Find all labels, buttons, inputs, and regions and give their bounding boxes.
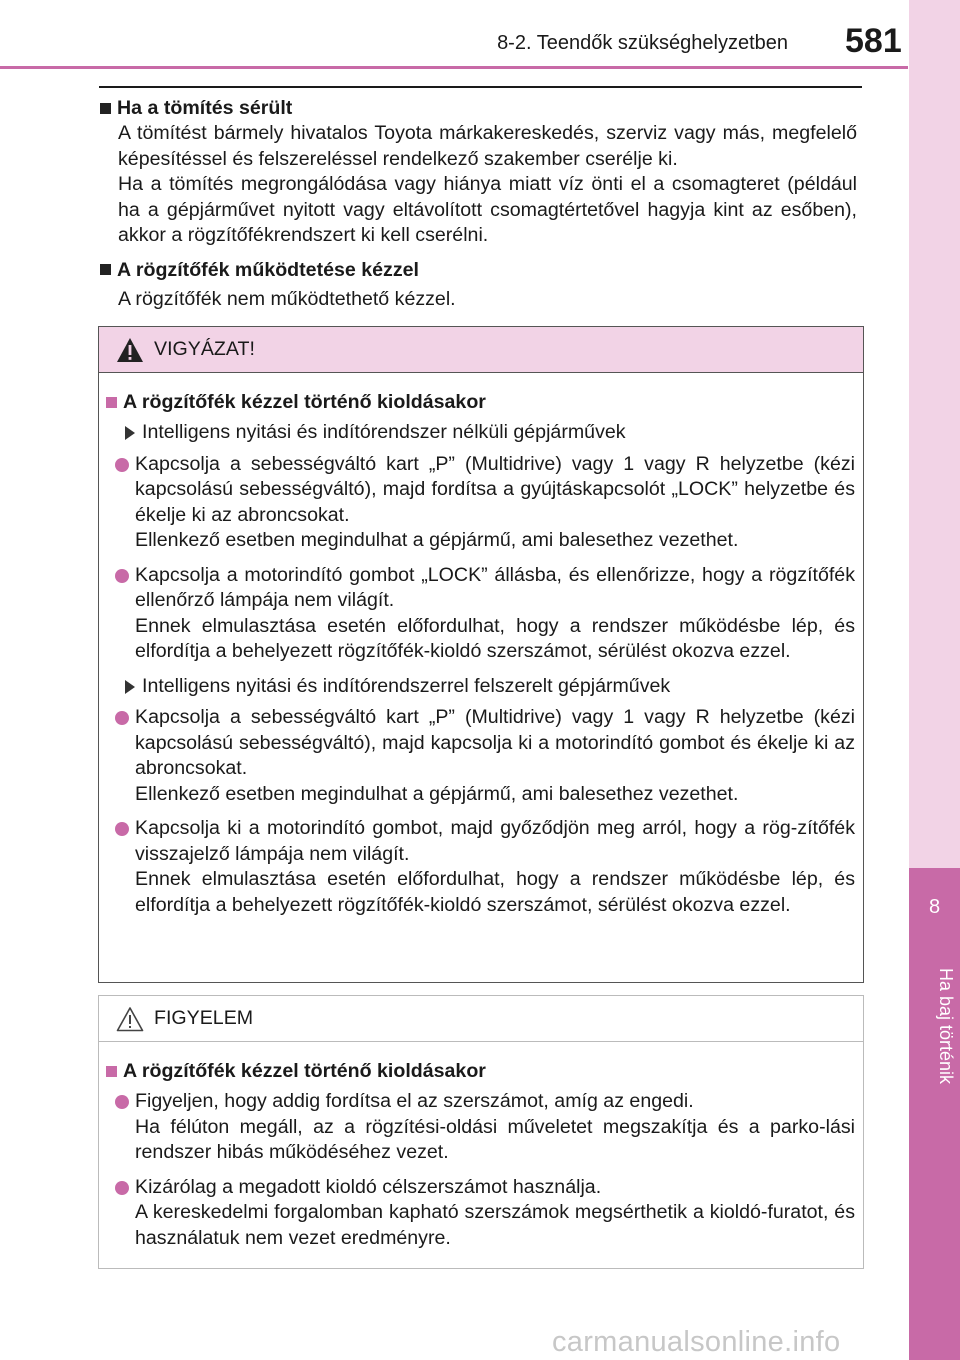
triangle-right-icon xyxy=(125,426,135,440)
circle-bullet-icon xyxy=(115,1181,129,1195)
section1-heading-text: Ha a tömítés sérült xyxy=(117,97,293,119)
warning-outline-triangle-icon xyxy=(116,1006,144,1032)
intro-sections xyxy=(100,95,857,312)
bullet-text: Kapcsolja ki a motorindító gombot, majd győződjön meg arról, hogy a rög-zítőfék visszajelző lámpája nem világít. xyxy=(135,817,855,865)
square-bullet-icon xyxy=(100,103,111,114)
circle-bullet-icon xyxy=(115,569,129,583)
section-title: 8-2. Teendők szükséghelyzetben xyxy=(497,32,788,54)
section2-paragraph: A rögzítőfék nem működtethető kézzel. xyxy=(118,287,456,310)
bullet-text: Kapcsolja a sebességváltó kart „P” (Multidrive) vagy 1 vagy R helyzetbe (kézi kapcsolású sebességváltó), majd fordítsa a gyújtáskapcsolót „LOCK” helyzetbe és ékelje ki az abroncsokat. xyxy=(135,452,855,526)
section2-heading-text: A rögzítőfék működtetése kézzel xyxy=(117,258,419,281)
list-item xyxy=(106,1175,855,1252)
list-item xyxy=(106,705,855,807)
square-bullet-icon xyxy=(100,264,111,275)
bullet-text: Ellenkező esetben megindulhat a gépjármű, ami balesethez vezethet. xyxy=(135,529,739,551)
section1-paragraph-1: A tömítést bármely hivatalos Toyota márkakereskedés, szerviz vagy más, megfelelő képesítéssel és felszereléssel rendelkező szakember cserélje ki. xyxy=(118,122,857,170)
list-item xyxy=(106,1089,855,1166)
warning-box-header xyxy=(99,327,863,373)
notice-heading-text: A rögzítőfék kézzel történő kioldásakor xyxy=(123,1060,486,1082)
warning-group1-title xyxy=(106,420,855,446)
watermark: carmanualsonline.info xyxy=(552,1326,841,1358)
warning-group1-title-text: Intelligens nyitási és indítórendszer nélküli gépjárművek xyxy=(142,421,626,443)
warning-group2-title-text: Intelligens nyitási és indítórendszerrel felszerelt gépjárművek xyxy=(142,674,671,697)
bullet-text: Kapcsolja a motorindító gombot „LOCK” állásba, és ellenőrizze, hogy a rögzítőfék ellenőrző lámpája nem világít. xyxy=(135,563,855,611)
circle-bullet-icon xyxy=(115,822,129,836)
circle-bullet-icon xyxy=(115,711,129,725)
notice-box-body xyxy=(99,1042,863,1251)
circle-bullet-icon xyxy=(115,458,129,472)
notice-label: FIGYELEM xyxy=(154,1007,254,1029)
page-number: 581 xyxy=(845,22,902,60)
bullet-text: Ennek elmulasztása esetén előfordulhat, hogy a rendszer működésbe lép, és elfordítja a behelyezett rögzítőfék-kioldó szerszámot, sérülést okozva ezzel. xyxy=(135,614,855,662)
warning-box-body xyxy=(99,373,863,918)
list-item xyxy=(106,452,855,554)
bullet-text: Ha félúton megáll, az a rögzítési-oldási műveletet megszakítja és a parko-lási rendszer hibás működéséhez vezet. xyxy=(135,1115,855,1163)
list-item xyxy=(106,816,855,918)
list-item xyxy=(106,563,855,665)
content-top-rule xyxy=(99,86,862,88)
notice-box-header xyxy=(99,996,863,1042)
bullet-text: Kapcsolja a sebességváltó kart „P” (Multidrive) vagy 1 vagy R helyzetbe (kézi kapcsolású sebességváltó), majd kapcsolja ki a motorindító gombot és ékelje ki az abroncsokat. xyxy=(135,706,855,779)
warning-label: VIGYÁZAT! xyxy=(154,338,255,360)
bullet-text: Kizárólag a megadott kioldó célszerszámot használja. xyxy=(135,1175,602,1198)
square-bullet-icon xyxy=(106,397,117,408)
square-bullet-icon xyxy=(106,1066,117,1077)
section2-heading xyxy=(100,257,857,283)
circle-bullet-icon xyxy=(115,1095,129,1109)
warning-heading xyxy=(106,389,855,415)
header-rule xyxy=(0,66,908,69)
chapter-title: Ha baj történik xyxy=(936,968,956,1085)
notice-heading xyxy=(106,1058,855,1084)
bullet-text: Ennek elmulasztása esetén előfordulhat, hogy a rendszer működésbe lép, és elfordítja a behelyezett rögzítőfék-kioldó szerszámot, sérülést okozva ezzel. xyxy=(135,868,855,916)
bullet-text: Ellenkező esetben megindulhat a gépjármű, ami balesethez vezethet. xyxy=(135,782,739,805)
warning-heading-text: A rögzítőfék kézzel történő kioldásakor xyxy=(123,391,486,413)
bullet-text: A kereskedelmi forgalomban kapható szerszámok megsérthetik a kioldó-furatot, és használatuk nem vezet eredményre. xyxy=(135,1201,855,1249)
section1-heading xyxy=(100,95,857,121)
warning-group2-title xyxy=(106,674,855,700)
section1-paragraph-2: Ha a tömítés megrongálódása vagy hiánya miatt víz önti el a csomagteret (például ha a gépjárművet nyitott vagy eltávolított csomagtértetővel hagyja kint az esőben), akkor a rögzítőfékrendszert ki kell cserélni. xyxy=(118,173,857,246)
notice-box xyxy=(98,995,864,1269)
triangle-right-icon xyxy=(125,680,135,694)
chapter-number: 8 xyxy=(928,896,941,918)
warning-filled-triangle-icon xyxy=(116,337,144,363)
bullet-text: Figyeljen, hogy addig fordítsa el az szerszámot, amíg az engedi. xyxy=(135,1090,694,1112)
warning-box xyxy=(98,326,864,983)
